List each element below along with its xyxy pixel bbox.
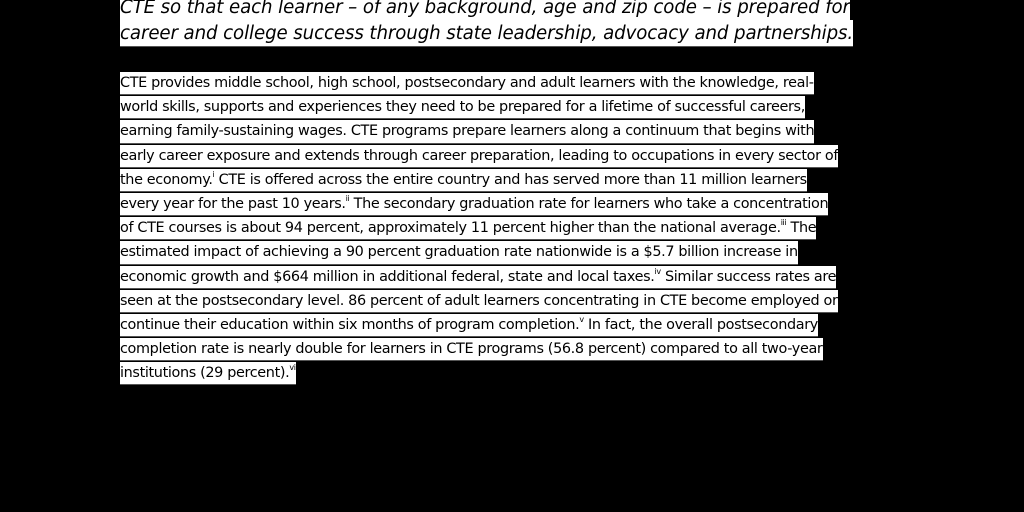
line-text: seen at the postsecondary level. 86 percent of adult learners concentrating in CTE become employed or [120, 292, 838, 309]
endnote-ref-v[interactable]: v [579, 315, 584, 325]
mission-statement [120, 0, 853, 46]
line-text: economic growth and $664 million in additional federal, state and local taxes. [120, 268, 655, 285]
paragraph-line [120, 362, 296, 385]
line-text: continue their education within six months of program completion. [120, 316, 580, 333]
line-text: Similar success rates are [660, 268, 837, 285]
line-text: world skills, supports and experiences they need to be prepared for a lifetime of successful careers, [120, 99, 805, 116]
paragraph-line [120, 338, 823, 361]
line-text: early career exposure and extends through career preparation, leading to occupations in every sector of [120, 147, 839, 164]
line-text: earning family-sustaining wages. CTE programs prepare learners along a continuum that begins with [120, 123, 815, 140]
endnote-ref-vi[interactable]: vi [289, 363, 296, 373]
endnote-ref-iii[interactable]: iii [780, 218, 787, 228]
paragraph-line [120, 314, 818, 337]
line-text: CTE provides middle school, high school, postsecondary and adult learners with the knowledge, real- [120, 75, 814, 91]
cte-paragraph [120, 72, 838, 386]
paragraph-line [120, 193, 828, 216]
line-text: every year for the past 10 years. [120, 195, 346, 212]
line-text: institutions (29 percent). [120, 365, 290, 382]
paragraph-line [120, 72, 814, 95]
line-text: estimated impact of achieving a 90 percent graduation rate nationwide is a $5.7 billion increase in [120, 244, 798, 261]
endnote-ref-ii[interactable]: ii [345, 194, 350, 204]
paragraph-line [120, 120, 814, 143]
line-text: completion rate is nearly double for learners in CTE programs (56.8 percent) compared to all two-year [120, 341, 823, 358]
line-text: In fact, the overall postsecondary [583, 316, 818, 333]
mission-line-1: CTE so that each learner – of any background, age and zip code – is prepared for [120, 0, 850, 21]
paragraph-line [120, 290, 838, 313]
line-text: the economy. [120, 171, 213, 188]
paragraph-line [120, 145, 838, 168]
endnote-ref-i[interactable]: i [212, 169, 215, 179]
line-text: of CTE courses is about 94 percent, approximately 11 percent higher than the national average. [120, 220, 781, 237]
paragraph-line [120, 96, 805, 119]
endnote-ref-iv[interactable]: iv [654, 266, 661, 276]
line-text: The [786, 220, 817, 237]
paragraph-line [120, 266, 836, 289]
line-text: CTE is offered across the entire country and has served more than 11 million learners [214, 171, 807, 188]
line-text: The secondary graduation rate for learners who take a concentration [349, 195, 829, 212]
paragraph-line [120, 169, 807, 192]
mission-line-2: career and college success through state leadership, advocacy and partnerships. [120, 20, 853, 47]
paragraph-line [120, 241, 798, 264]
paragraph-line [120, 217, 816, 240]
